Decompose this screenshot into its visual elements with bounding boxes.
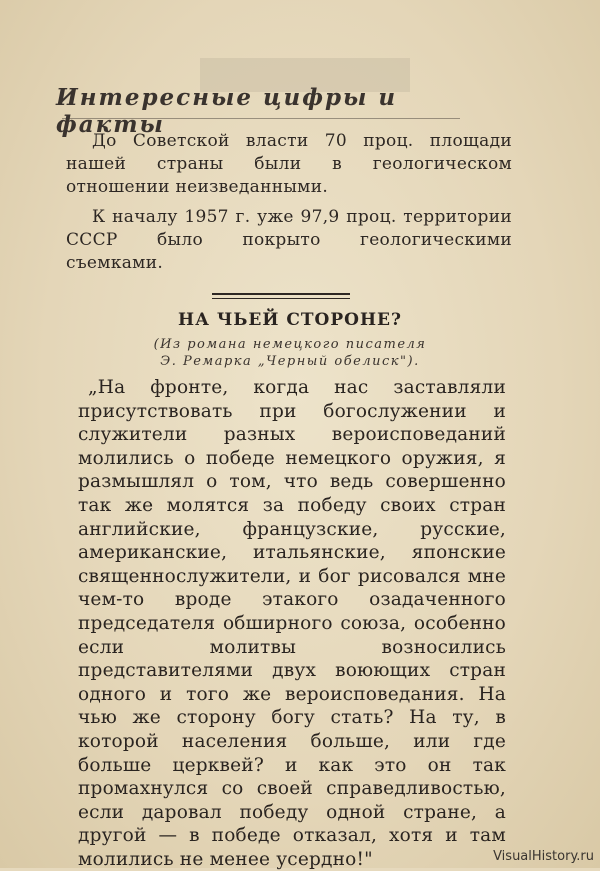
story-quote: „На фронте, когда нас заставляли присутствовать при богослужении и служители разных вероисповеданий молились о победе немецкого оружия, я размышлял о том, что ведь совершенно так же молятся за победу своих стран английские, французские, русские, американские, итальянские, японские священнослужители, и бог рисовался мне чем-то вроде этакого озадаченного председателя обширного союза, особенно если молитвы возносились представителями двух воюющих стран одного и того же вероисповедания. На чью же сторону богу стать? На ту, в которой населения больше, или где больше церквей? и как это он так промахнулся со своей справедливостью, если даровал победу одной стране, а другой — в победе отказал, хотя и там молились не менее усердно!" <box>78 377 506 870</box>
story-title: НА ЧЬЕЙ СТОРОНЕ? <box>178 310 402 330</box>
section-divider <box>212 293 350 299</box>
fact-paragraph-2: К началу 1957 г. уже 97,9 проц. территории СССР было покрыто геологическими съемками. <box>66 207 512 273</box>
source-line-1: (Из романа немецкого писателя <box>153 337 427 352</box>
section-heading: Интересные цифры и факты <box>56 84 398 138</box>
story-source <box>100 336 480 370</box>
source-line-2: Э. Ремарка „Черный обелиск"). <box>160 354 420 369</box>
watermark: VisualHistory.ru <box>493 849 594 864</box>
heading-underline <box>62 118 460 119</box>
fact-paragraph-1: До Советской власти 70 проц. площади нашей страны были в геологическом отношении неизведанными. <box>66 131 512 197</box>
